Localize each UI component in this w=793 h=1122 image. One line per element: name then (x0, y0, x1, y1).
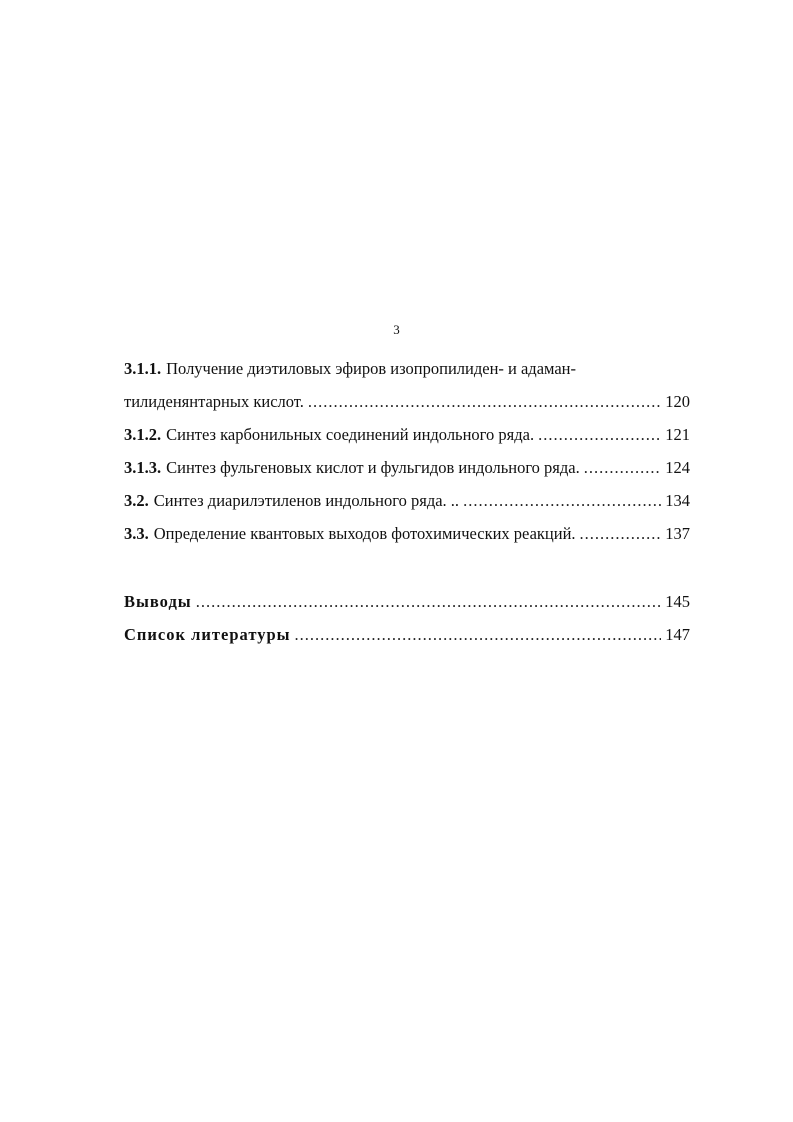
toc-entry-page: 147 (665, 625, 690, 644)
toc-entry-page: 121 (665, 425, 690, 444)
section-gap (124, 550, 690, 585)
toc-entry-number: 3.2. (124, 491, 149, 510)
dot-leader (463, 484, 661, 517)
toc-entry-3-1-3[interactable] (124, 451, 690, 484)
toc-entry-number: 3.3. (124, 524, 149, 543)
toc-entry-page: 124 (665, 458, 690, 477)
toc-entry-number: 3.1.3. (124, 458, 162, 477)
toc-entry-title: Список литературы (124, 625, 291, 644)
dot-leader (580, 517, 662, 550)
toc-entry-conclusions[interactable] (124, 585, 690, 618)
toc-entry-title: Определение квантовых выходов фотохимических реакций. (153, 524, 576, 543)
toc-entry-3-1-2[interactable] (124, 418, 690, 451)
page-number: 3 (393, 322, 400, 337)
dot-leader (295, 618, 662, 651)
toc-entry-page: 134 (665, 491, 690, 510)
toc-entry-title: Синтез фульгеновых кислот и фульгидов индольного ряда. (166, 458, 580, 477)
toc-entry-3-2[interactable] (124, 484, 690, 517)
toc-entry-page: 145 (665, 592, 690, 611)
toc-entry-title-continued: тилиденянтарных кислот. (124, 392, 304, 411)
toc-entry-page: 120 (665, 392, 690, 411)
dot-leader (196, 585, 662, 618)
toc-entry-3-3[interactable] (124, 517, 690, 550)
toc-entry-title: Синтез диарилэтиленов индольного ряда. .. (153, 491, 460, 510)
table-of-contents (124, 352, 690, 651)
toc-entry-3-1-1-line2[interactable] (124, 385, 690, 418)
toc-entry-number: 3.1.1. (124, 359, 162, 378)
dot-leader (584, 451, 662, 484)
toc-entry-3-1-1-line1 (124, 352, 690, 385)
toc-entry-number: 3.1.2. (124, 425, 162, 444)
toc-entry-page: 137 (665, 524, 690, 543)
toc-entry-references[interactable] (124, 618, 690, 651)
dot-leader (538, 418, 661, 451)
toc-entry-title: Получение диэтиловых эфиров изопропилиден- и адаман- (166, 359, 576, 378)
dot-leader (308, 385, 661, 418)
toc-entry-title: Выводы (124, 592, 192, 611)
toc-entry-title: Синтез карбонильных соединений индольного ряда. (166, 425, 535, 444)
